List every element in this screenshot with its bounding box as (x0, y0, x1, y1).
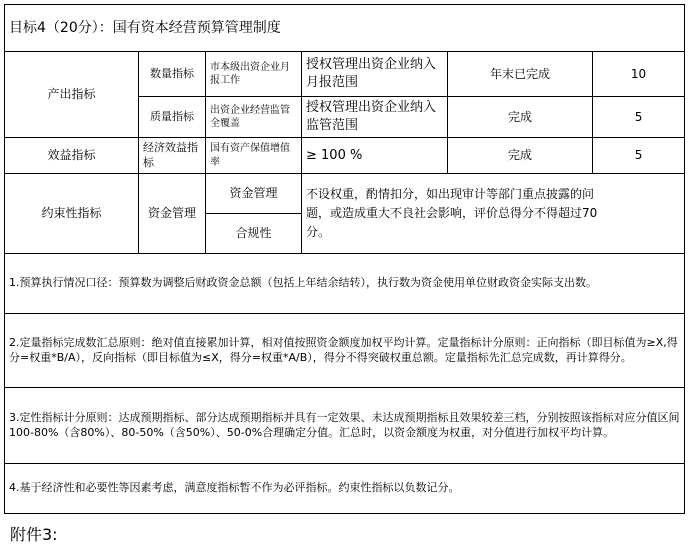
indicator-type: 资金管理 (139, 174, 206, 254)
table-row (5, 138, 685, 174)
indicator-content: 授权管理出资企业纳入月报范围 (302, 52, 448, 97)
table-row (5, 52, 685, 97)
indicator-content: ≥ 100 % (302, 138, 448, 174)
indicator-standard: 完成 (448, 97, 593, 138)
note-1: 1.预算执行情况口径：预算数为调整后财政资金总额（包括上年结余结转），执行数为资金使用单位财政资金实际支出数。 (5, 254, 685, 314)
indicator-standard: 完成 (448, 138, 593, 174)
table-title: 目标4（20分）：国有资本经营预算管理制度 (5, 5, 685, 52)
category-constraint: 约束性指标 (5, 174, 139, 254)
constraint-item-funds: 资金管理 (206, 174, 302, 214)
indicator-type: 数量指标 (139, 52, 206, 97)
note-row (5, 314, 685, 388)
category-benefit: 效益指标 (5, 138, 139, 174)
table-title-row (5, 5, 685, 52)
note-4: 4.基于经济性和必要性等因素考虑，满意度指标暂不作为必评指标。约束性指标以负数记分。 (5, 464, 685, 514)
indicator-score: 5 (593, 97, 685, 138)
attachment-label: 附件3: (10, 525, 58, 544)
indicator-score: 10 (593, 52, 685, 97)
indicator-name: 市本级出资企业月报工作 (206, 52, 302, 97)
indicator-type: 质量指标 (139, 97, 206, 138)
category-output: 产出指标 (5, 52, 139, 138)
indicator-type: 经济效益指标 (139, 138, 206, 174)
indicator-standard: 年末已完成 (448, 52, 593, 97)
note-3: 3.定性指标计分原则：达成预期指标、部分达成预期指标并具有一定效果、未达成预期指标且效果较差三档，分别按照该指标对应分值区间100-80%（含80%）、80-50%（含50%）、50-0%合理确定分值。汇总时，以资金额度为权重，对分值进行加权平均计算。 (5, 388, 685, 464)
indicator-score: 5 (593, 138, 685, 174)
constraint-item-compliance: 合规性 (206, 214, 302, 254)
note-row (5, 464, 685, 514)
note-row (5, 254, 685, 314)
performance-target-table (4, 4, 685, 514)
indicator-name: 国有资产保值增值率 (206, 138, 302, 174)
table-row (5, 174, 685, 214)
indicator-content: 授权管理出资企业纳入监管范围 (302, 97, 448, 138)
note-row (5, 388, 685, 464)
note-2: 2.定量指标完成数汇总原则：绝对值直接累加计算，相对值按照资金额度加权平均计算。定量指标计分原则：正向指标（即目标值为≥X,得分=权重*B/A），反向指标（即目标值为≤X，得分=权重*A/B），得分不得突破权重总额。定量指标先汇总完成数，再计算得分。 (5, 314, 685, 388)
constraint-description: 不设权重，酌情扣分，如出现审计等部门重点披露的问题，或造成重大不良社会影响，评价总得分不得超过70分。 (302, 174, 685, 254)
indicator-name: 出资企业经营监管全覆盖 (206, 97, 302, 138)
